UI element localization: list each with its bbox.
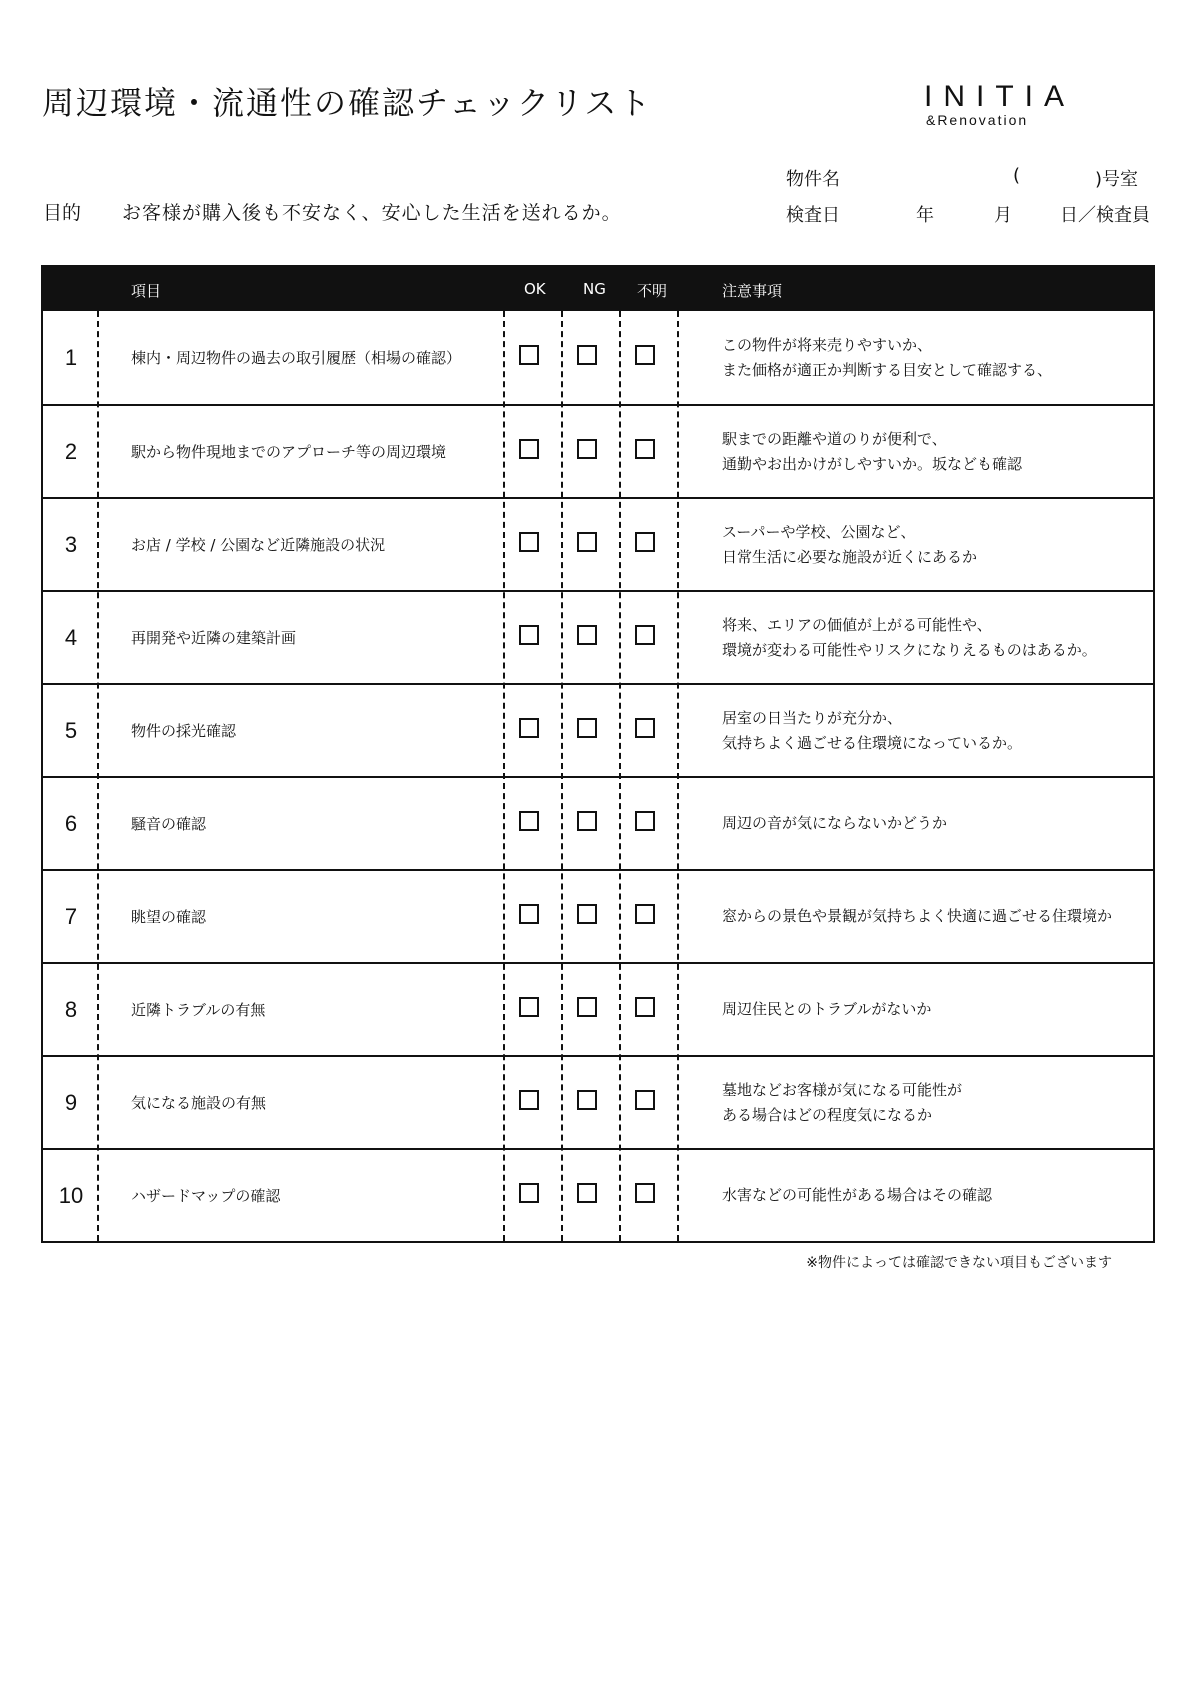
row-note bbox=[722, 778, 1142, 869]
ng-checkbox[interactable] bbox=[577, 532, 597, 552]
row-number: 7 bbox=[64, 903, 78, 929]
row-number: 4 bbox=[64, 624, 78, 650]
inspection-date-label: 検査日 bbox=[786, 205, 840, 226]
ok-checkbox[interactable] bbox=[519, 718, 539, 738]
month-label: 月 bbox=[994, 205, 1012, 226]
ng-checkbox[interactable] bbox=[577, 718, 597, 738]
ng-checkbox[interactable] bbox=[577, 439, 597, 459]
table-header bbox=[43, 267, 1153, 311]
table-row bbox=[43, 590, 1153, 683]
divider-number bbox=[97, 311, 99, 1241]
row-note-line-1: 居室の日当たりが充分か、 bbox=[722, 708, 903, 727]
unknown-checkbox[interactable] bbox=[635, 718, 655, 738]
row-note-line-2: 気持ちよく過ごせる住環境になっているか。 bbox=[722, 733, 1023, 752]
logo-main-text: INITIA bbox=[923, 80, 1075, 113]
header-notes: 注意事項 bbox=[722, 282, 783, 300]
row-note-line-2: 通勤やお出かけがしやすいか。坂なども確認 bbox=[722, 454, 1023, 473]
row-number: 5 bbox=[64, 717, 78, 743]
row-note-line-1: 窓からの景色や景観が気持ちよく快適に過ごせる住環境か bbox=[722, 907, 1113, 925]
row-note bbox=[722, 964, 1142, 1055]
property-name-label: 物件名 bbox=[786, 169, 840, 190]
row-number: 6 bbox=[64, 810, 78, 836]
unknown-checkbox[interactable] bbox=[635, 439, 655, 459]
row-item: 駅から物件現地までのアプローチ等の周辺環境 bbox=[131, 443, 447, 461]
row-note-line-2: また価格が適正か判断する目安として確認する、 bbox=[722, 360, 1053, 379]
row-item: ハザードマップの確認 bbox=[131, 1187, 281, 1205]
row-item: 近隣トラブルの有無 bbox=[131, 1001, 266, 1019]
row-note bbox=[722, 499, 1142, 590]
ok-checkbox[interactable] bbox=[519, 904, 539, 924]
divider-unknown bbox=[619, 311, 621, 1241]
header-item: 項目 bbox=[131, 282, 162, 300]
divider-ng bbox=[561, 311, 563, 1241]
table-row bbox=[43, 683, 1153, 776]
row-item: 騒音の確認 bbox=[131, 815, 207, 833]
header-unknown: 不明 bbox=[637, 282, 668, 300]
table-row bbox=[43, 497, 1153, 590]
divider-notes bbox=[677, 311, 679, 1241]
row-number: 3 bbox=[64, 531, 78, 557]
unknown-checkbox[interactable] bbox=[635, 904, 655, 924]
row-note-line-2: ある場合はどの程度気になるか bbox=[722, 1105, 933, 1124]
ok-checkbox[interactable] bbox=[519, 625, 539, 645]
row-item: 物件の採光確認 bbox=[131, 722, 237, 740]
ng-checkbox[interactable] bbox=[577, 811, 597, 831]
row-number: 2 bbox=[64, 438, 78, 464]
row-note bbox=[722, 1057, 1142, 1148]
ng-checkbox[interactable] bbox=[577, 1183, 597, 1203]
row-number: 8 bbox=[64, 996, 78, 1022]
ok-checkbox[interactable] bbox=[519, 345, 539, 365]
ng-checkbox[interactable] bbox=[577, 1090, 597, 1110]
row-note bbox=[722, 406, 1142, 497]
row-number: 1 bbox=[64, 344, 78, 370]
divider-ok bbox=[503, 311, 505, 1241]
row-note bbox=[722, 871, 1142, 962]
table-row bbox=[43, 1148, 1153, 1241]
purpose-label: 目的 bbox=[43, 202, 82, 224]
row-number: 10 bbox=[58, 1182, 84, 1208]
row-note-line-2: 日常生活に必要な施設が近くにあるか bbox=[722, 547, 978, 566]
ok-checkbox[interactable] bbox=[519, 811, 539, 831]
row-note-line-1: 墓地などお客様が気になる可能性が bbox=[722, 1080, 963, 1099]
ng-checkbox[interactable] bbox=[577, 345, 597, 365]
year-label: 年 bbox=[916, 205, 934, 226]
row-item: 眺望の確認 bbox=[131, 908, 207, 926]
table-row bbox=[43, 1055, 1153, 1148]
row-note-line-1: スーパーや学校、公園など、 bbox=[722, 522, 916, 541]
table-row bbox=[43, 311, 1153, 404]
ok-checkbox[interactable] bbox=[519, 532, 539, 552]
row-note bbox=[722, 685, 1142, 776]
paren-open: ( bbox=[1013, 165, 1021, 186]
day-inspector-label: 日／検査員 bbox=[1060, 205, 1150, 226]
unknown-checkbox[interactable] bbox=[635, 345, 655, 365]
logo-sub-text: &Renovation bbox=[925, 112, 1029, 128]
row-note bbox=[722, 311, 1142, 404]
ok-checkbox[interactable] bbox=[519, 439, 539, 459]
room-suffix: )号室 bbox=[1095, 169, 1139, 190]
ng-checkbox[interactable] bbox=[577, 997, 597, 1017]
header-ok: OK bbox=[524, 280, 546, 298]
ok-checkbox[interactable] bbox=[519, 1090, 539, 1110]
row-note-line-1: 駅までの距離や道のりが便利で、 bbox=[722, 429, 947, 448]
row-number: 9 bbox=[64, 1089, 78, 1115]
row-item: 再開発や近隣の建築計画 bbox=[131, 629, 297, 647]
checklist-table bbox=[41, 265, 1155, 1243]
row-item: 気になる施設の有無 bbox=[131, 1094, 267, 1112]
ng-checkbox[interactable] bbox=[577, 904, 597, 924]
unknown-checkbox[interactable] bbox=[635, 1183, 655, 1203]
brand-logo bbox=[924, 82, 1075, 128]
table-row bbox=[43, 869, 1153, 962]
ng-checkbox[interactable] bbox=[577, 625, 597, 645]
page-title: 周辺環境・流通性の確認チェックリスト bbox=[42, 84, 653, 122]
purpose-text: お客様が購入後も不安なく、安心した生活を送れるか。 bbox=[122, 202, 622, 224]
unknown-checkbox[interactable] bbox=[635, 997, 655, 1017]
row-note bbox=[722, 592, 1142, 683]
row-note-line-1: 水害などの可能性がある場合はその確認 bbox=[722, 1186, 993, 1204]
row-item: 棟内・周辺物件の過去の取引履歴（相場の確認） bbox=[131, 349, 462, 367]
row-note-line-1: 将来、エリアの価値が上がる可能性や、 bbox=[722, 615, 992, 634]
row-note-line-1: この物件が将来売りやすいか、 bbox=[722, 335, 933, 354]
table-row bbox=[43, 404, 1153, 497]
table-row bbox=[43, 776, 1153, 869]
ok-checkbox[interactable] bbox=[519, 1183, 539, 1203]
footnote: ※物件によっては確認できない項目もございます bbox=[806, 1255, 1112, 1271]
row-note bbox=[722, 1150, 1142, 1241]
row-note-line-2: 環境が変わる可能性やリスクになりえるものはあるか。 bbox=[722, 640, 1097, 659]
row-note-line-1: 周辺住民とのトラブルがないか bbox=[722, 1000, 932, 1018]
unknown-checkbox[interactable] bbox=[635, 811, 655, 831]
table-row bbox=[43, 962, 1153, 1055]
unknown-checkbox[interactable] bbox=[635, 1090, 655, 1110]
row-note-line-1: 周辺の音が気にならないかどうか bbox=[722, 814, 948, 832]
unknown-checkbox[interactable] bbox=[635, 625, 655, 645]
row-item: お店 / 学校 / 公園など近隣施設の状況 bbox=[131, 536, 386, 554]
header-ng: NG bbox=[583, 280, 606, 298]
ok-checkbox[interactable] bbox=[519, 997, 539, 1017]
unknown-checkbox[interactable] bbox=[635, 532, 655, 552]
